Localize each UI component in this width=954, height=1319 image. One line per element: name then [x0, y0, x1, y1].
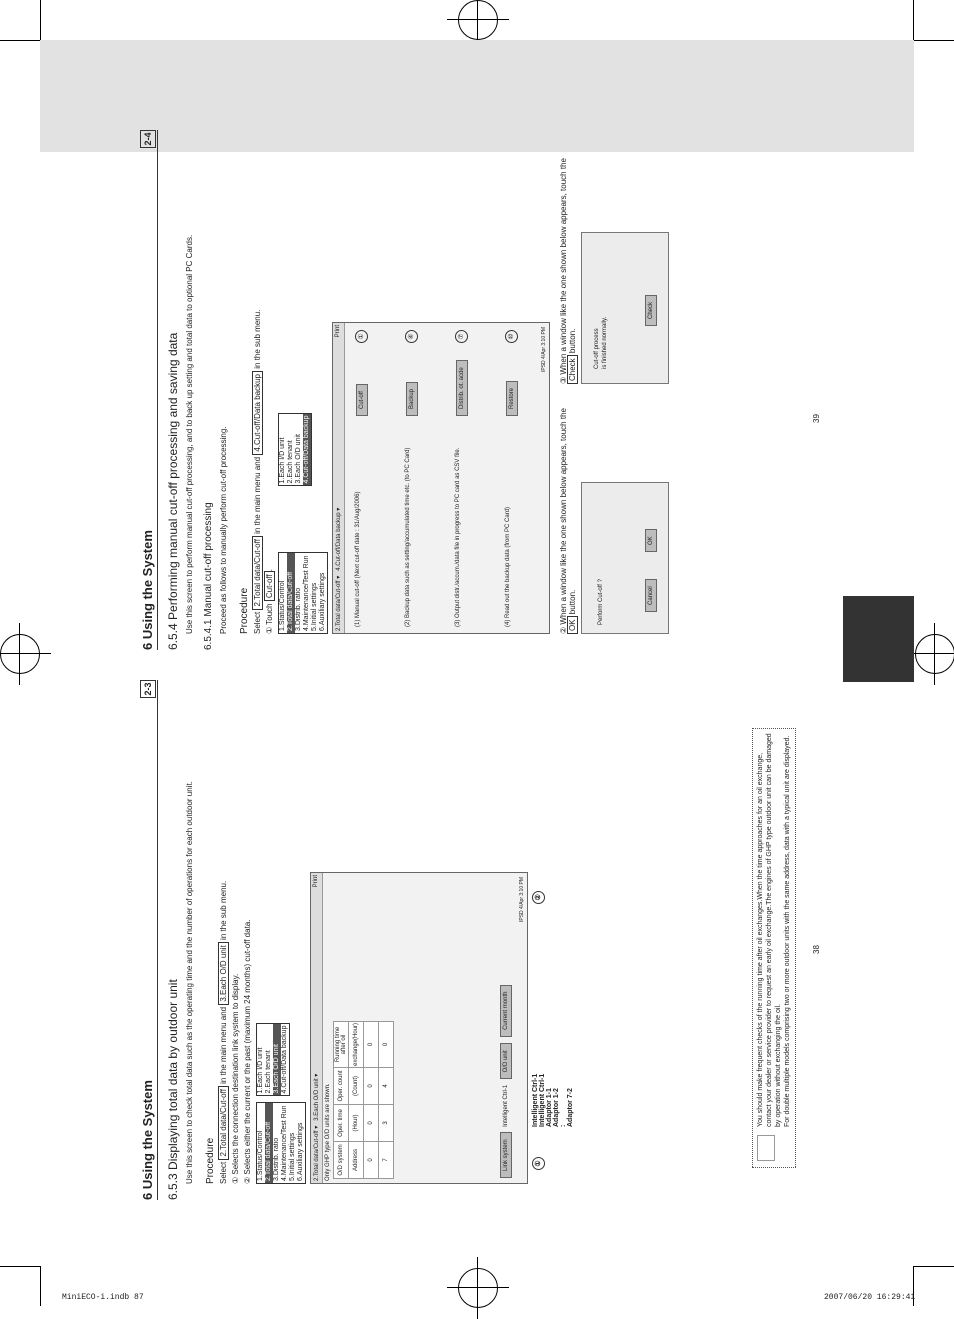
page-number: 38: [811, 945, 821, 954]
list-item: Adaptor 1-2: [553, 1088, 560, 1127]
crop-mark: [0, 1266, 40, 1267]
item-text: (2) Backup data such as setting/accumulated time etc. (to PC Card): [405, 447, 411, 627]
menu-item[interactable]: 2.Each tenant: [287, 440, 294, 484]
table-row: [379, 1021, 394, 1178]
marker: ②: [532, 891, 545, 904]
chapter-title: 6 Using the System 2-3: [140, 680, 158, 1200]
check-button[interactable]: Check: [645, 295, 657, 326]
registration-mark: [458, 0, 498, 40]
confirm-dialog: [581, 482, 669, 634]
table-cell: 3: [379, 1105, 394, 1142]
table-cell: 0: [379, 1021, 394, 1067]
list-item: Adaptor 1-1: [546, 1088, 553, 1127]
od-unit-screen: 2.Total data/Cut-off ▾ 3.Each O/D unit ▾ Print Only GHP type O/D units are shown. O/D system Oper. time Oper. count Running time after oil Address (Hour) (Count) exchange(Hour) 0 0 0 0 7 3 4 0 Link system Intelligent Ctrl-1 O/D unit Current month IPSD 4/Apr 3:10 PM: [310, 872, 528, 1184]
touch-step: ① Touch Cut-off.: [265, 569, 274, 634]
table-cell: 0: [364, 1105, 379, 1142]
table-cell: 0: [364, 1068, 379, 1105]
registration-mark: [458, 1268, 498, 1308]
chapter-title: 6 Using the System 2-4: [140, 130, 158, 650]
column-header: O/D system: [334, 1142, 349, 1179]
status-bar: IPSD 4/Apr 3:10 PM: [541, 327, 547, 373]
procedure-heading: Procedure: [205, 1137, 216, 1184]
backup-button[interactable]: Backup: [406, 382, 418, 416]
menu-item[interactable]: 4.Cut-off/Data backup: [303, 415, 310, 484]
menu-item[interactable]: 2.Total data/Cut-off: [287, 554, 295, 634]
menu-item[interactable]: 3.Each O/D unit: [295, 434, 302, 484]
procedure-step: Select 2.Total data/Cut-off in the main menu and 3.Each O/D unit in the sub menu.: [219, 880, 228, 1184]
menu-item[interactable]: 5.Initial settings: [311, 582, 318, 631]
od-unit-button[interactable]: O/D unit: [500, 1043, 512, 1079]
menu-item[interactable]: 1.Status/Control: [257, 1130, 264, 1181]
crop-mark: [40, 0, 41, 40]
section-title: 6.5.4 Performing manual cut-off processing and saving data: [166, 332, 180, 650]
subsection-title: 6.5.4.1 Manual cut-off processing: [203, 502, 214, 650]
bullet: You should make frequent checks of the running time after oil exchanges.When the time approaches for an oil exchange, contact your dealer or service provider to request an early oil exchange.The engines of GHP type outdoor unit can be damaged by operation without exchanging the oil.: [757, 733, 782, 1127]
sub-menu: [278, 413, 312, 487]
menu-item[interactable]: 2.Each tenant: [265, 1050, 272, 1094]
column-subheader: Address: [349, 1142, 364, 1179]
cutoff-screen: 2.Total data/Cut-off ▾ 4.Cut-off/Data backup ▾ Print (1) Manual cut-off (Next cut-off date : 31/Aug/2006) (2) Backup data such as setting/accumulated time etc. (to PC Card) (3) Output distr./accum./data file in progress to PC card as CSV file. (4) Read out the backup data (from PC Card) Cut-off Backup Distrib. ot. acde Restore ① ④ ⑦ ⑩ IPSD 4/Apr 3:10 PM: [332, 322, 550, 634]
menu-item[interactable]: 4.Maintenance/Test Run: [303, 555, 310, 631]
menu-item[interactable]: 4.Cut-off/Data backup: [281, 1025, 288, 1094]
footer-timestamp: 2007/06/20 16:29:41: [824, 1293, 916, 1302]
crop-mark: [914, 1266, 954, 1267]
menu-item[interactable]: 3.Distrib. ratio: [273, 1137, 280, 1181]
step3-text: ③ When a window like the one shown below appears, touch the Check button.: [559, 158, 577, 384]
marker: ①: [355, 330, 368, 343]
footer-file: MiniECO-i.indb 87: [62, 1293, 144, 1302]
chapter-tab: [843, 596, 914, 682]
crop-mark: [40, 1266, 41, 1306]
column-subheader: exchange(Hour): [349, 1021, 364, 1067]
crop-mark: [0, 40, 40, 41]
column-header: Oper. time: [334, 1105, 349, 1142]
menu-item[interactable]: 2.Total data/Cut-off: [265, 1104, 273, 1184]
dialog-message: Cut-off process: [594, 328, 600, 369]
screen-caption: Only GHP type O/D units are shown.: [325, 1083, 331, 1181]
main-menu: [256, 1103, 306, 1185]
tab-total-data[interactable]: 2.Total data/Cut-off: [314, 1130, 320, 1181]
menu-item[interactable]: 3.Each O/D unit: [273, 1024, 281, 1096]
marker: ④: [405, 330, 418, 343]
link-system-button[interactable]: Link system: [500, 1132, 512, 1178]
table-row: [364, 1021, 379, 1178]
menu-item[interactable]: 4.Maintenance/Test Run: [281, 1105, 288, 1181]
item-text: (1) Manual cut-off (Next cut-off date : 31/Aug/2006): [355, 491, 361, 627]
ctrl-label: Intelligent Ctrl-1: [503, 1084, 509, 1127]
notes-box: [752, 728, 796, 1168]
sub-menu: [256, 1023, 290, 1097]
menu-item[interactable]: 5.Initial settings: [289, 1132, 296, 1181]
list-item: Intelligent Ctrl-1: [532, 1073, 539, 1127]
marker: ①: [532, 1157, 545, 1170]
note: ② Selects either the current or the past (maximum 24 months) cut-off data.: [243, 919, 252, 1184]
section-title: 6.5.3 Displaying total data by outdoor unit: [166, 979, 180, 1200]
item-text: (4) Read out the backup data (from PC Card): [505, 506, 511, 627]
od-unit-table: [333, 1021, 394, 1179]
table-cell: 4: [379, 1068, 394, 1105]
menu-item[interactable]: 6.Auxiliary settings: [297, 1122, 304, 1181]
subsection-intro: Proceed as follows to manually perform cut-off processing.: [219, 426, 228, 634]
menu-item[interactable]: 6.Auxiliary settings: [319, 572, 326, 631]
cutoff-button[interactable]: Cut-off: [356, 384, 368, 416]
link-system-list: [532, 1074, 574, 1127]
tab-each-od-unit[interactable]: 3.Each O/D unit: [314, 1078, 320, 1121]
marker: ⑦: [455, 330, 468, 343]
restore-button[interactable]: Restore: [506, 381, 518, 416]
menu-item[interactable]: 1.Each I/D unit: [279, 437, 286, 484]
item-text: (3) Output distr./accum./data file in progress to PC card as CSV file.: [455, 447, 461, 627]
distrib-button[interactable]: Distrib. ot. acde: [456, 360, 468, 416]
crop-mark: [914, 40, 954, 41]
tab-total-data[interactable]: 2.Total data/Cut-off: [336, 580, 342, 631]
dialog-message: Perform Cut-off ?: [598, 579, 604, 625]
column-subheader: (Count): [349, 1068, 364, 1105]
note: ① Selects the connection destination link system to display.: [231, 973, 240, 1184]
page-number: 39: [811, 414, 821, 423]
registration-mark: [0, 634, 40, 674]
column-header: Running time after oil: [334, 1021, 349, 1067]
memo-icon: [757, 1135, 775, 1161]
ok-button[interactable]: OK: [645, 529, 657, 552]
cancel-button[interactable]: Cancel: [645, 579, 657, 612]
table-cell: 7: [379, 1142, 394, 1179]
list-item: :: [560, 1124, 567, 1127]
column-subheader: (Hour): [349, 1105, 364, 1142]
chapter-icon: 2-3: [140, 680, 156, 698]
bullet: For double multiple models comprising two or more outdoor units with the same address, data with a typical unit are displayed.: [784, 735, 791, 1127]
crop-mark: [913, 0, 914, 40]
table-cell: 0: [364, 1021, 379, 1067]
chapter-icon: 2-4: [140, 130, 156, 148]
tab-cutoff-backup[interactable]: 4.Cut-off/Data backup: [336, 512, 342, 571]
step2-text: ② When a window like the one shown below appears, touch the OK button.: [559, 408, 577, 634]
list-item: Intelligent Ctrl-1: [539, 1073, 546, 1127]
section-intro: Use this screen to perform manual cut-off processing, and to back up setting and total data to optional PC Cards.: [185, 234, 194, 634]
current-month-button[interactable]: Current month: [500, 985, 512, 1037]
procedure-step: Select 2.Total data/Cut-off in the main menu and 4.Cut-off/Data backup in the sub menu.: [253, 309, 262, 634]
menu-item[interactable]: 3.Distrib. ratio: [295, 587, 302, 631]
dialog-message: is finished normally.: [602, 316, 608, 369]
marker: ⑩: [505, 330, 518, 343]
section-intro: Use this screen to check total data such as the operating time and the number of operations for each outdoor unit.: [185, 781, 194, 1184]
left-page: [140, 640, 610, 1200]
print-button[interactable]: Print: [313, 875, 319, 888]
main-menu: [278, 553, 328, 635]
menu-item[interactable]: 1.Status/Control: [279, 580, 286, 631]
column-header: Oper. count: [334, 1068, 349, 1105]
registration-mark: [915, 634, 954, 674]
finished-dialog: [581, 232, 669, 384]
list-item: Adaptor 7-2: [567, 1088, 574, 1127]
status-bar: IPSD 4/Apr 3:10 PM: [519, 877, 525, 923]
print-button[interactable]: Print: [335, 325, 341, 338]
table-cell: 0: [364, 1142, 379, 1179]
menu-item[interactable]: 1.Each I/D unit: [257, 1047, 264, 1094]
procedure-heading: Procedure: [239, 587, 250, 634]
right-page: [140, 90, 654, 650]
